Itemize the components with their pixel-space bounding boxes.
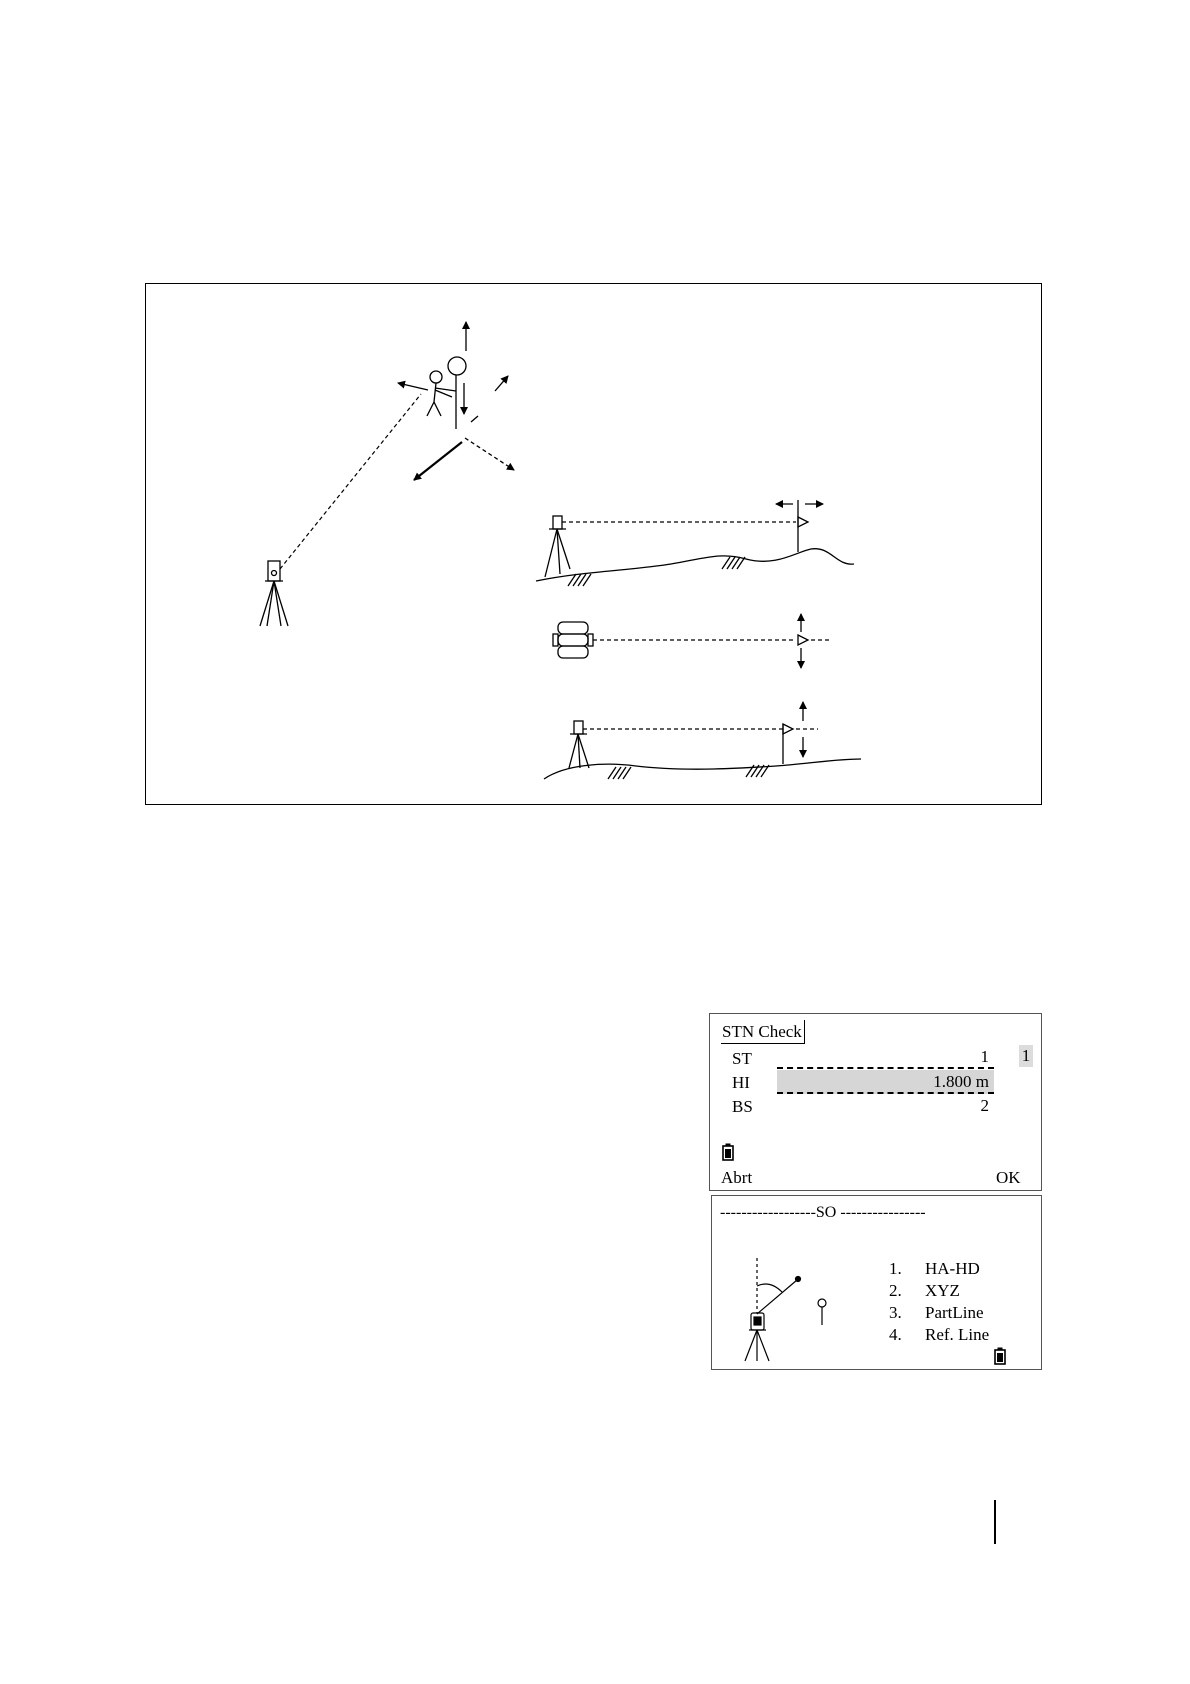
field-label-st: ST (732, 1049, 752, 1068)
menu-item-number: 4. (889, 1325, 902, 1344)
menu-item-ref-line[interactable] (889, 1324, 989, 1346)
screen-title: STN Check (721, 1020, 805, 1044)
line-of-sight (280, 394, 421, 569)
setout-menu-list (889, 1258, 989, 1346)
menu-item-label: HA-HD (925, 1259, 980, 1278)
menu-item-label: Ref. Line (925, 1325, 990, 1344)
battery-icon (994, 1347, 1006, 1365)
menu-item-partline[interactable] (889, 1302, 989, 1324)
page-number-rule (994, 1500, 996, 1544)
survey-illustration-figure (145, 283, 1042, 805)
st-value: 1 (980, 1047, 989, 1066)
battery-icon (722, 1143, 734, 1161)
hi-input[interactable] (777, 1070, 994, 1094)
menu-item-label: PartLine (925, 1303, 984, 1322)
stn-check-screen (709, 1013, 1042, 1191)
menu-item-number: 3. (889, 1303, 902, 1322)
menu-item-label: XYZ (925, 1281, 960, 1300)
bs-input[interactable] (777, 1094, 994, 1116)
survey-illustration (146, 284, 1043, 806)
bs-value: 2 (980, 1096, 989, 1115)
input-cursor: 1 (1019, 1045, 1033, 1067)
abort-softkey[interactable]: Abrt (721, 1168, 753, 1187)
ok-softkey[interactable]: OK (996, 1168, 1021, 1187)
menu-item-xyz[interactable] (889, 1280, 989, 1302)
st-input[interactable] (777, 1045, 994, 1069)
station-terrain-view-2 (544, 702, 861, 779)
station-target-illustration (737, 1258, 837, 1363)
menu-item-ha-hd[interactable] (889, 1258, 989, 1280)
field-label-bs: BS (732, 1097, 753, 1116)
station-top-view (553, 614, 829, 668)
setout-menu-screen (711, 1195, 1042, 1370)
menu-item-number: 2. (889, 1281, 902, 1300)
total-station-icon (260, 561, 288, 626)
prism-person-icon (427, 357, 466, 429)
station-terrain-view-1 (536, 500, 854, 586)
menu-header: ------------------SO ---------------- (720, 1204, 926, 1221)
menu-item-number: 1. (889, 1259, 902, 1278)
hi-value: 1.800 m (933, 1072, 989, 1091)
field-label-hi: HI (732, 1073, 750, 1092)
